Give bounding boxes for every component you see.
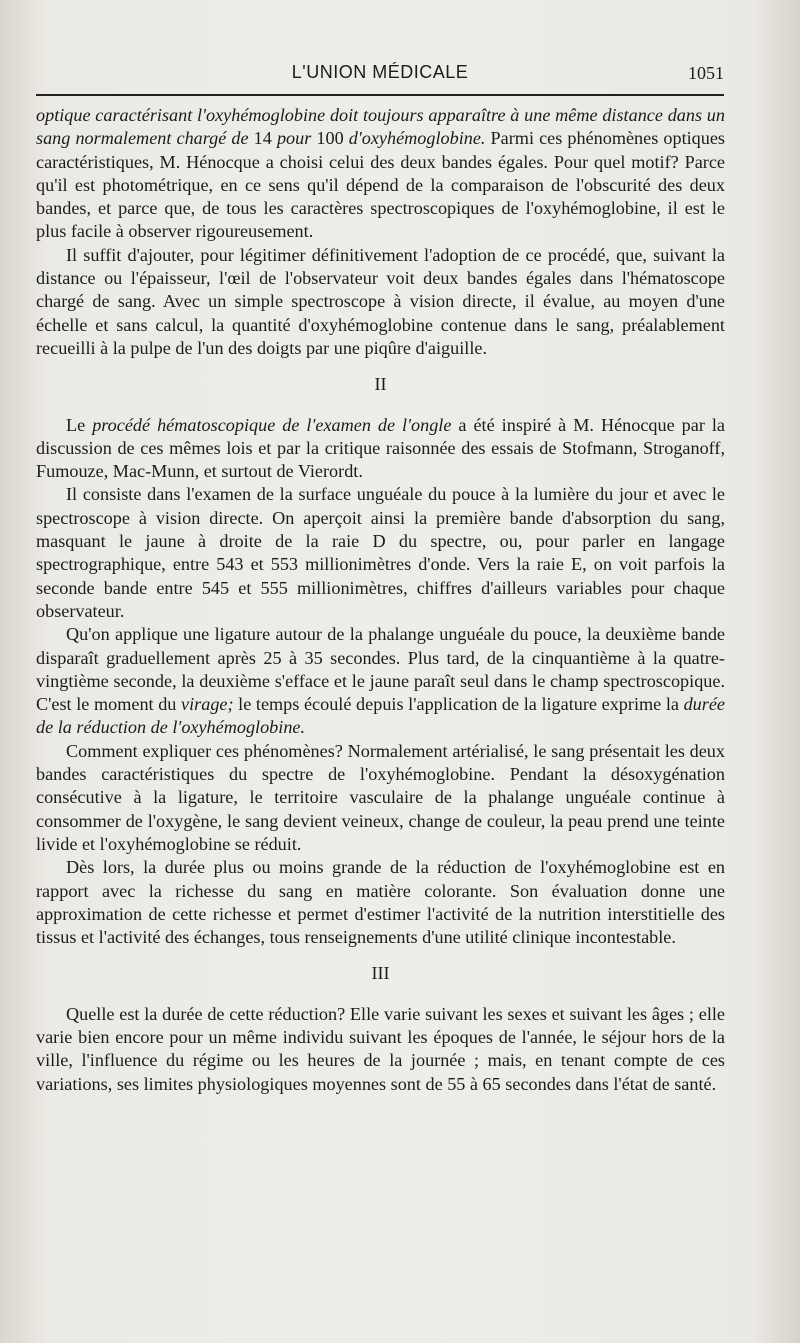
page-header bbox=[36, 60, 724, 90]
body-text bbox=[36, 104, 725, 1096]
paragraph-3: Le procédé hématoscopique de l'examen de l'ongle a été inspiré à M. Hénocque par la discussion de ces mêmes lois et par la critique raisonnée des essais de Stofmann, Stroganoff, Fumouze, Mac-Munn, et surtout de Vierordt. bbox=[36, 414, 726, 482]
section-heading-2: II bbox=[374, 374, 387, 395]
paragraph-6: Comment expliquer ces phénomènes? Normalement artérialisé, le sang présentait les deux bandes caractéristiques du spectre de l'oxyhémoglobine. Pendant la désoxygénation consécutive à la ligature, le territoire vasculaire de la phalange unguéale continue à consommer de l'oxygène, le sang devient veineux, change de couleur, la peau prend une teinte livide et l'oxyhémoglobine se réduit. bbox=[36, 740, 725, 854]
paragraph-8: Quelle est la durée de cette réduction? Elle varie suivant les sexes et suivant les âges ; elle varie bien encore pour un même individu suivant les époques de l'année, le séjour hors de la ville, l'influence du régime ou les heures de la journée ; mais, en tenant compte de ces variations, ses limites physiologiques moyennes sont de 55 à 65 secondes dans l'état de santé. bbox=[36, 1003, 725, 1094]
running-title: L'UNION MÉDICALE bbox=[291, 62, 469, 82]
paragraph-7: Dès lors, la durée plus ou moins grande de la réduction de l'oxyhémoglobine est en rapport avec la richesse du sang en matière colorante. Son évaluation donne une approximation de cette richesse et permet d'estimer l'activité de la nutrition interstitielle des tissus et l'activité des échanges, tous renseignements d'une utilité clinique incontestable. bbox=[36, 857, 725, 948]
paragraph-5: Qu'on applique une ligature autour de la phalange unguéale du pouce, la deuxième bande disparaît graduellement après 25 à 35 secondes. Plus tard, de la cinquantième à la quatre-vingtième seconde, la deuxième s'efface et le jaune paraît seul dans le champ spectroscopique. C'est le moment du virage; le temps écoulé depuis l'application de la ligature exprime la durée de la réduction de l'oxyhémoglobine. bbox=[36, 624, 725, 738]
paragraph-4: Il consiste dans l'examen de la surface unguéale du pouce à la lumière du jour et avec le spectroscope à vision directe. On aperçoit ainsi la première bande d'absorption du sang, masquant le jaune à droite de la raie D du spectre, ou, pour parler en langage spectrographique, entre 543 et 553 millionimètres d'onde. Vers la raie E, on voit parfois la seconde bande entre 545 et 555 millionimètres, chiffres d'ailleurs variables pour chaque observateur. bbox=[36, 484, 725, 621]
header-rule bbox=[36, 94, 724, 96]
page-number: 1051 bbox=[688, 63, 724, 83]
paragraph-1: optique caractérisant l'oxyhémoglobine doit toujours apparaître à une même distance dans un sang normalement chargé de 14 pour 100 d'oxyhémoglobine. Parmi ces phénomènes optiques caractéristiques, M. Hénocque a choisi celui des deux bandes égales. Pour quel motif? Parce qu'il est photométrique, en ce sens qu'il dépend de la comparaison de l'obscurité des deux bandes, et parce que, de tous les caractères spectroscopiques de l'oxyhémoglobine, il est le plus facile à observer rigoureusement. bbox=[36, 105, 726, 242]
section-heading-3: III bbox=[371, 963, 390, 984]
paragraph-2: Il suffit d'ajouter, pour légitimer définitivement l'adoption de ce procédé, que, suivant la distance ou l'épaisseur, l'œil de l'observateur voit deux bandes égales dans l'hématoscope chargé de sang. Avec un simple spectroscope à vision directe, il évalue, au moyen d'une échelle et sans calcul, la quantité d'oxyhémoglobine contenue dans le sang, préalablement recueilli à la pulpe de l'un des doigts par une piqûre d'aiguille. bbox=[36, 244, 725, 358]
